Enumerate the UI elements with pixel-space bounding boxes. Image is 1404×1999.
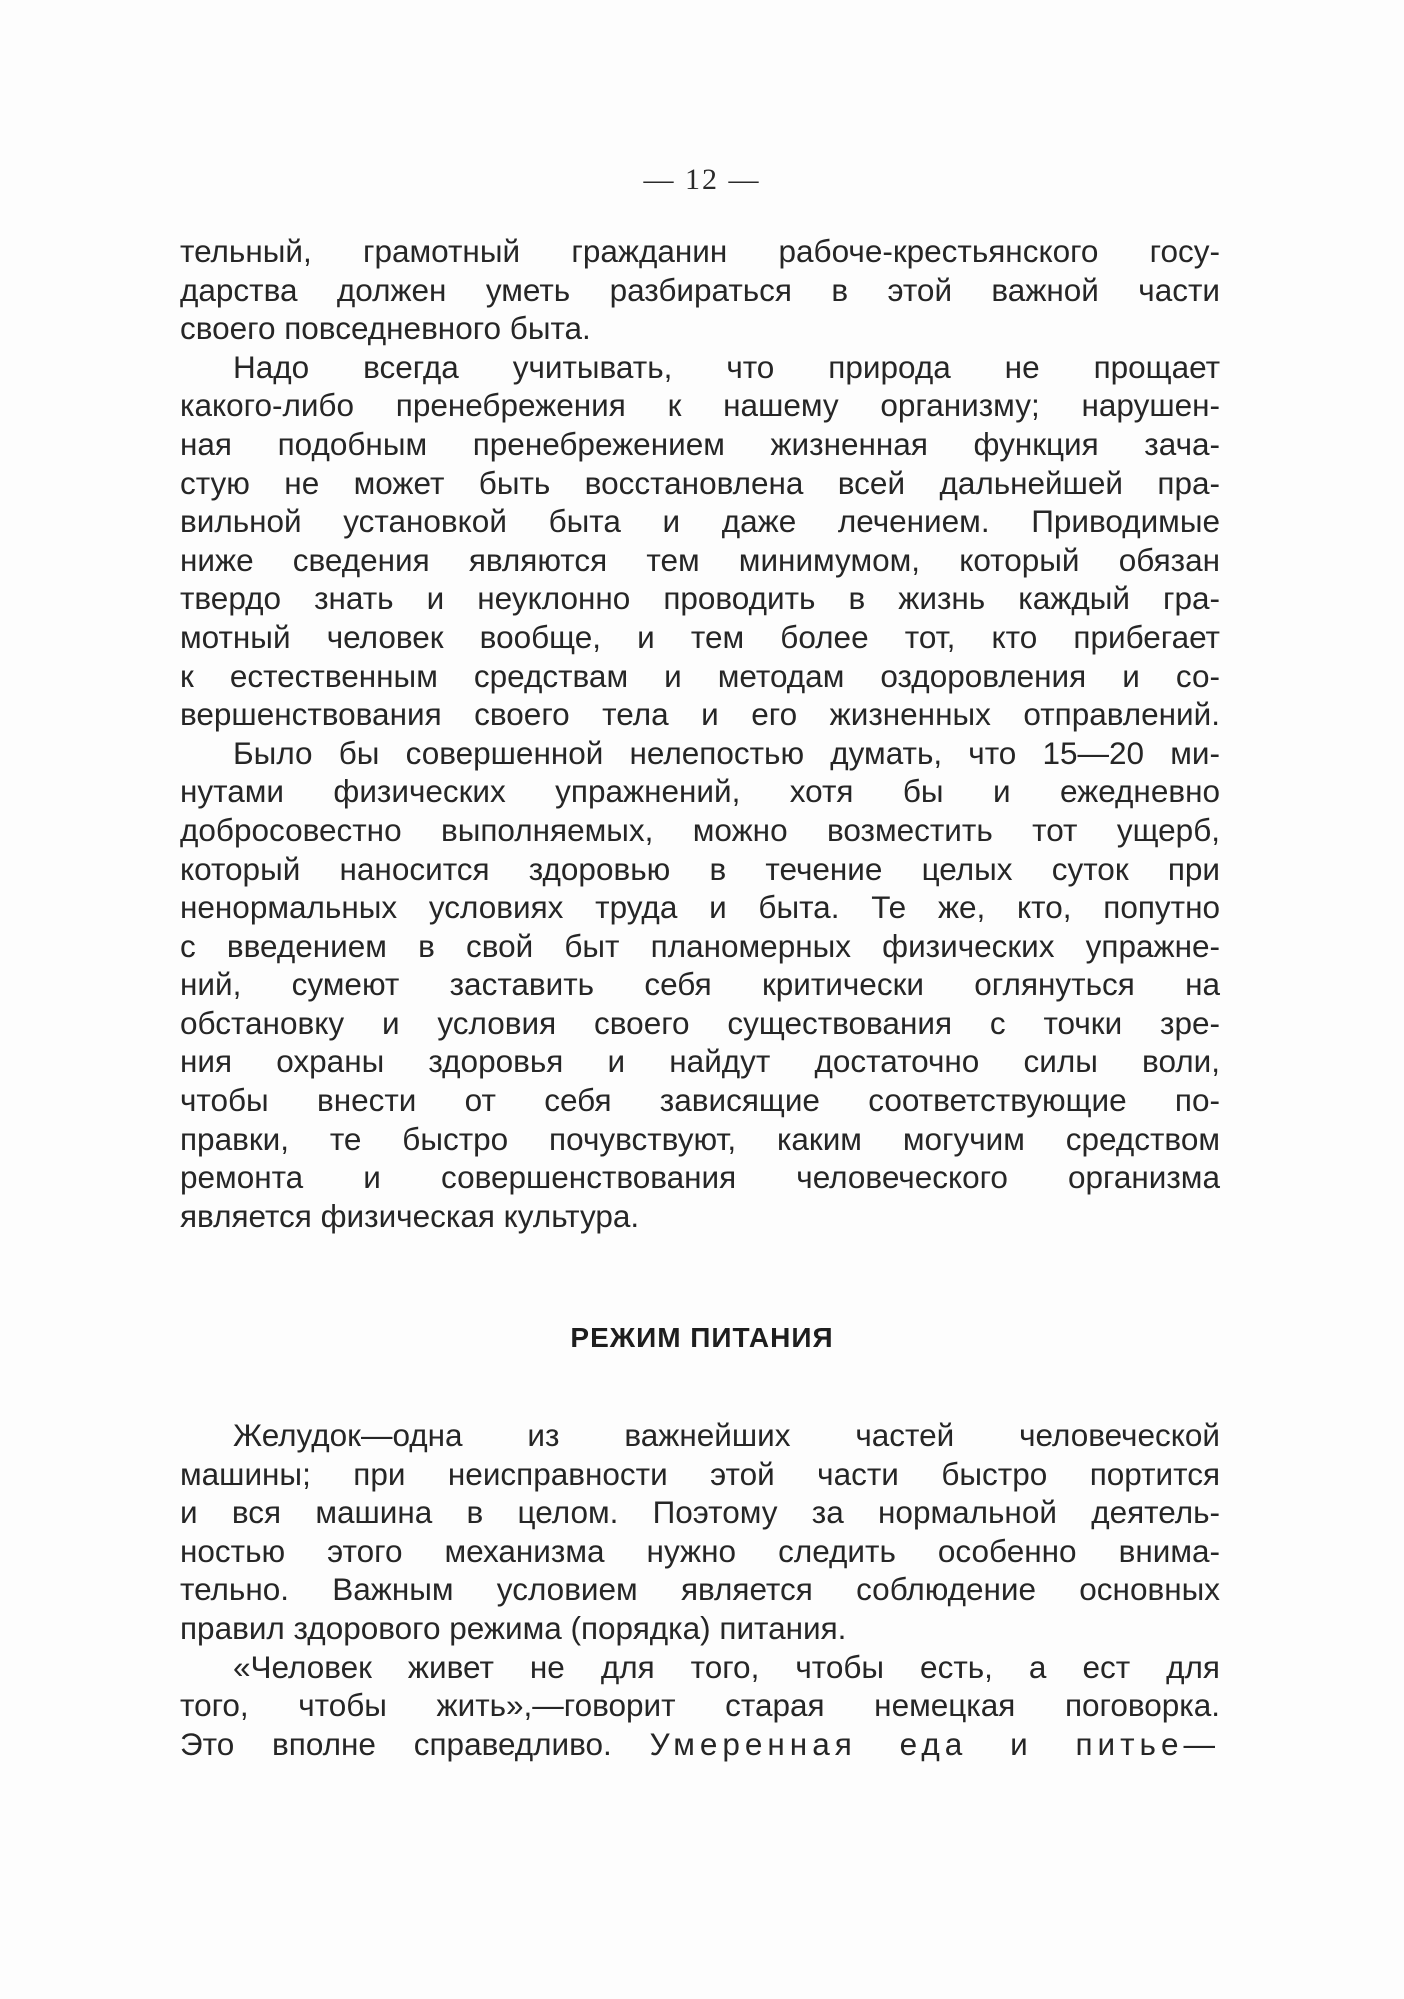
text-line: обстановку и условия своего существования с точки зре- <box>180 1004 1220 1041</box>
text-line: ниже сведения являются тем минимумом, который обязан <box>180 541 1220 578</box>
text-line: того, чтобы жить»,—говорит старая немецкая поговорка. <box>180 1687 1220 1724</box>
text-fragment: Это вполне справедливо. <box>180 1725 650 1762</box>
text-line: добросовестно выполняемых, можно возместить тот ущерб, <box>180 811 1220 848</box>
body-text-section-2 <box>180 1416 1220 1763</box>
text-line: ния охраны здоровья и найдут достаточно силы воли, <box>180 1043 1220 1080</box>
text-line: является физическая культура. <box>180 1197 640 1234</box>
text-line: тельный, грамотный гражданин рабоче-крестьянского госу- <box>180 233 1220 269</box>
text-line: и вся машина в целом. Поэтому за нормальной деятель- <box>180 1494 1220 1531</box>
paragraph-start-line: Желудок—одна из важнейших частей человеческой <box>233 1417 1220 1453</box>
text-line-with-spaced-emphasis <box>180 1725 1220 1764</box>
text-line: дарства должен уметь разбираться в этой важной части <box>180 271 1220 308</box>
paragraph-start-line: Было бы совершенной нелепостью думать, что 15—20 ми- <box>233 734 1220 771</box>
text-line: ремонта и совершенствования человеческого организма <box>180 1159 1220 1196</box>
text-line: твердо знать и неуклонно проводить в жизнь каждый гра- <box>180 580 1220 617</box>
text-line: правил здорового режима (порядка) питания. <box>180 1609 847 1646</box>
text-line: к естественным средствам и методам оздоровления и со- <box>180 657 1220 694</box>
section-heading: РЕЖИМ ПИТАНИЯ <box>570 1322 834 1353</box>
paragraph-start-line: «Человек живет не для того, чтобы есть, а ест для <box>233 1648 1220 1685</box>
body-text-section-1 <box>180 232 1220 1235</box>
paragraph-start-line: Надо всегда учитывать, что природа не прощает <box>233 348 1220 385</box>
text-line: чтобы внести от себя зависящие соответствующие по- <box>180 1082 1220 1119</box>
text-line: ний, сумеют заставить себя критически оглянуться на <box>180 966 1220 1003</box>
text-line: стую не может быть восстановлена всей дальнейшей пра- <box>180 464 1220 501</box>
text-line: ная подобным пренебрежением жизненная функция зача- <box>180 425 1220 462</box>
text-line: какого-либо пренебрежения к нашему организму; нарушен- <box>180 387 1220 424</box>
text-line: мотный человек вообще, и тем более тот, кто прибегает <box>180 618 1220 655</box>
text-line: ностью этого механизма нужно следить особенно внима- <box>180 1532 1220 1569</box>
text-line: машины; при неисправности этой части быстро портится <box>180 1455 1220 1492</box>
text-line: правки, те быстро почувствуют, каким могучим средством <box>180 1120 1220 1157</box>
text-line: который наносится здоровью в течение целых суток при <box>180 850 1220 887</box>
text-line: вильной установкой быта и даже лечением. Приводимые <box>180 503 1220 540</box>
spaced-emphasis-text: Умеренная еда и питье— <box>649 1725 1220 1762</box>
text-line: вершенствования своего тела и его жизненных отправлений. <box>180 696 1220 733</box>
text-line: нутами физических упражнений, хотя бы и ежедневно <box>180 773 1220 810</box>
text-line: с введением в свой быт планомерных физических упражне- <box>180 927 1220 964</box>
text-line: ненормальных условиях труда и быта. Те же, кто, попутно <box>180 889 1220 926</box>
text-line: тельно. Важным условием является соблюдение основных <box>180 1571 1220 1608</box>
page-number: — 12 — <box>643 163 761 196</box>
text-line: своего повседневного быта. <box>180 310 591 347</box>
